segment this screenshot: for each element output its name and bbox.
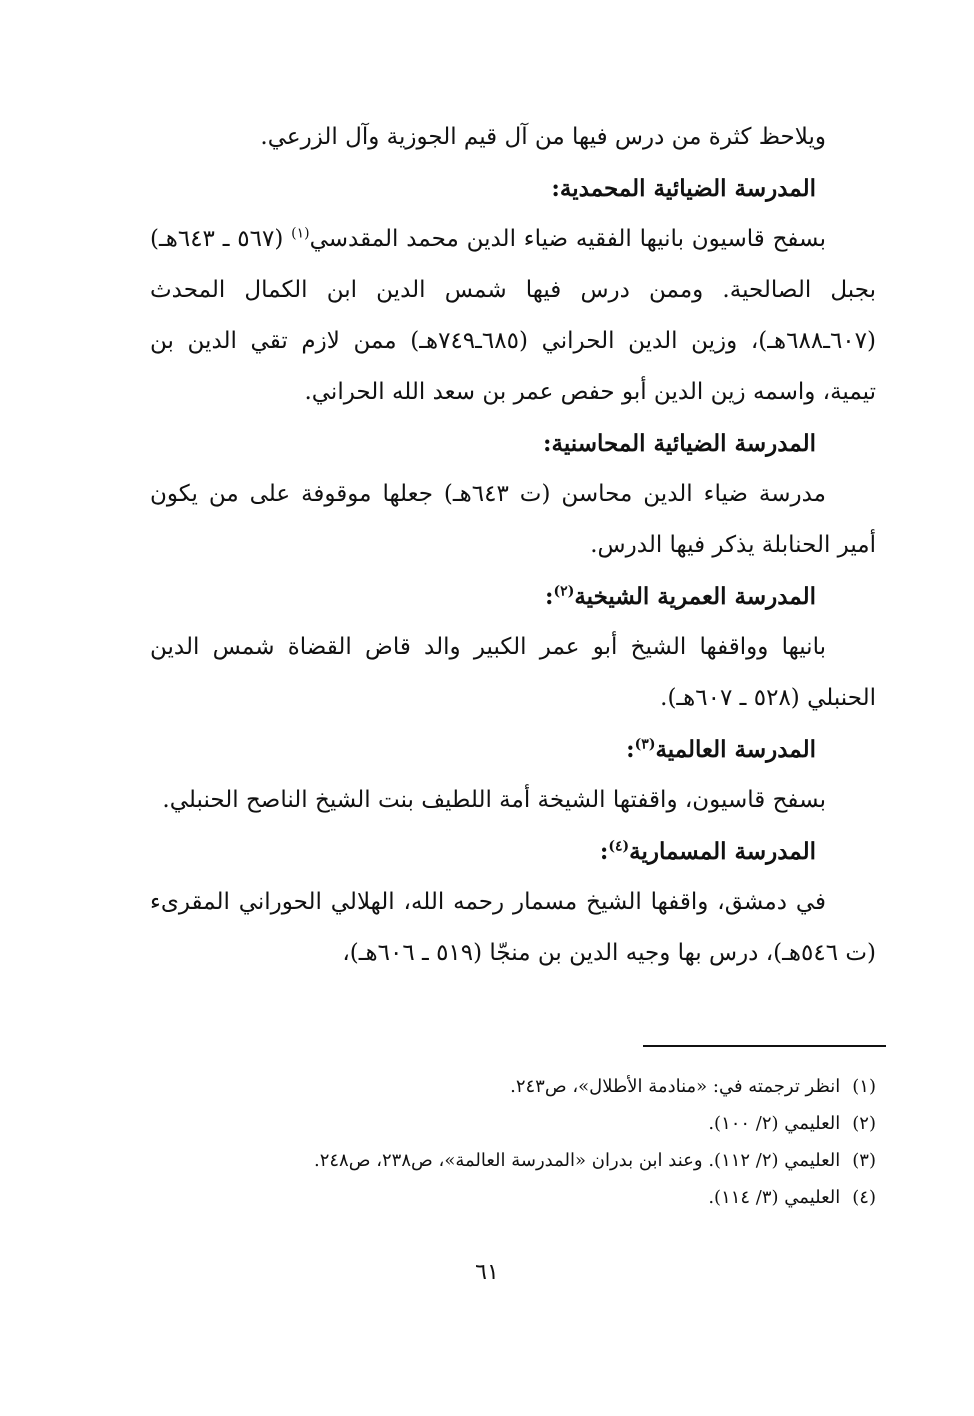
- footnote-reference: (٣): [634, 736, 656, 753]
- footnote-number: (١): [852, 1076, 876, 1097]
- footnote-reference: (٢): [553, 583, 575, 600]
- paragraph-text: بسفح قاسيون، واقفتها الشيخة أمة اللطيف بنت الشيخ الناصح الحنبلي.: [162, 787, 826, 813]
- page-number: ٦١: [475, 1260, 499, 1285]
- heading-colon: :: [599, 838, 609, 865]
- paragraph: [150, 469, 876, 571]
- paragraph-text: مدرسة ضياء الدين محاسن (ت ٦٤٣هـ) جعلها موقوفة على من يكون أمير الحنابلة يذكر فيها الدرس.: [150, 481, 876, 558]
- paragraph: [150, 214, 876, 418]
- footnote-number: (٢): [852, 1113, 876, 1134]
- heading-text: المدرسة العمرية الشيخية: [574, 583, 816, 610]
- footnotes: [150, 1068, 876, 1216]
- section-heading: [150, 418, 876, 469]
- footnote-reference: (١): [291, 225, 310, 242]
- footnote-number: (٤): [852, 1187, 876, 1208]
- section-heading: [150, 571, 876, 622]
- paragraph: [150, 877, 876, 979]
- heading-colon: :: [626, 736, 635, 763]
- footnote: [150, 1105, 876, 1142]
- heading-text: المدرسة المسمارية: [629, 838, 816, 865]
- footnote-separator: [643, 1045, 886, 1047]
- main-text: [150, 112, 876, 979]
- footnote-text: انظر ترجمته في: «منادمة الأطلال»، ص٢٤٣.: [510, 1076, 841, 1097]
- paragraph-text: بانيها وواقفها الشيخ أبو عمر الكبير والد قاض القضاة شمس الدين الحنبلي (٥٢٨ ـ ٦٠٧هـ).: [150, 634, 876, 711]
- heading-text: المدرسة الضيائية المحاسنية:: [543, 430, 816, 457]
- footnote: [150, 1179, 876, 1216]
- heading-text: المدرسة العالمية: [655, 736, 816, 763]
- paragraph: [150, 112, 876, 163]
- footnote-text: العليمي (٣/ ١١٤).: [708, 1187, 841, 1208]
- heading-text: المدرسة الضيائية المحمدية:: [551, 175, 816, 202]
- section-heading: [150, 163, 876, 214]
- paragraph-text: بسفح قاسيون بانيها الفقيه ضياء الدين محمد المقدسي: [309, 226, 826, 252]
- paragraph-text: في دمشق، واقفها الشيخ مسمار رحمه الله، الهلالي الحوراني المقرىء (ت ٥٤٦هـ)، درس بها وجيه الدين بن منجّا (٥١٩ ـ ٦٠٦هـ)،: [150, 889, 876, 966]
- section-heading: [150, 724, 876, 775]
- section-heading: [150, 826, 876, 877]
- paragraph: [150, 775, 876, 826]
- footnote-text: العليمي (٢/ ١٠٠).: [708, 1113, 841, 1134]
- footnote: [150, 1142, 876, 1179]
- paragraph-text-continued: (٥٦٧ ـ ٦٤٣هـ) بجبل الصالحية. وممن درس فيها شمس الدين ابن الكمال المحدث (٦٠٧ـ٦٨٨هـ)، وزين الدين الحراني (٦٨٥ـ٧٤٩هـ) ممن لازم تقي الدين بن تيمية، واسمه زين الدين أبو حفص عمر بن سعد الله الحراني.: [150, 226, 876, 405]
- footnote-text: العليمي (٢/ ١١٢). وعند ابن بدران «المدرسة العالمة»، ص٢٣٨، ص٢٤٨.: [313, 1150, 841, 1171]
- paragraph-text: ويلاحظ كثرة من درس فيها من آل قيم الجوزية وآل الزرعي.: [260, 124, 826, 150]
- footnote-reference: (٤): [608, 838, 630, 855]
- footnote: [150, 1068, 876, 1105]
- paragraph: [150, 622, 876, 724]
- heading-colon: :: [545, 583, 554, 610]
- footnote-number: (٣): [852, 1150, 876, 1171]
